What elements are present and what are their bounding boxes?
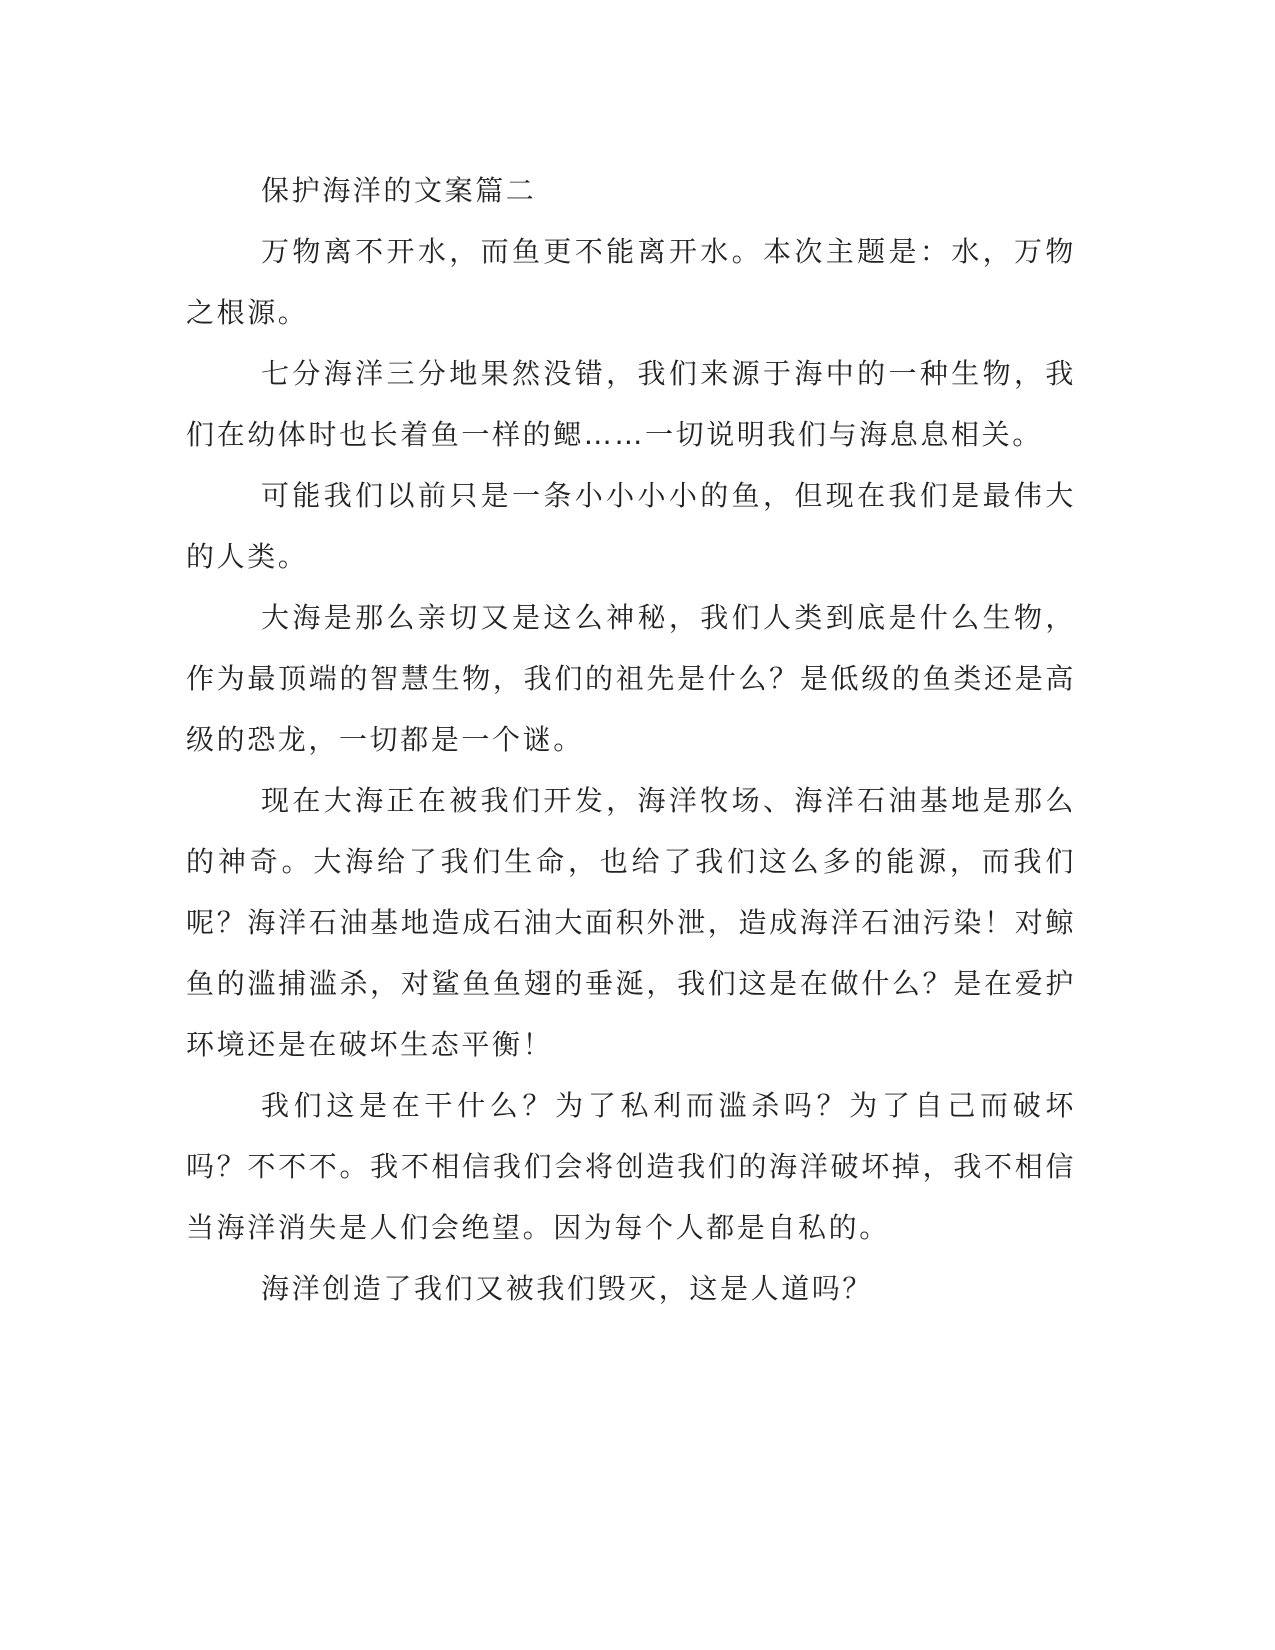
paragraph-5: 现在大海正在被我们开发，海洋牧场、海洋石油基地是那么的神奇。大海给了我们生命，也给了我们这么多的能源，而我们呢？海洋石油基地造成石油大面积外泄，造成海洋石油污染！对鲸鱼的滥捕滥杀，对鲨鱼鱼翅的垂涎，我们这是在做什么？是在爱护环境还是在破坏生态平衡！: [186, 784, 1076, 1061]
paragraph-2: 七分海洋三分地果然没错，我们来源于海中的一种生物，我们在幼体时也长着鱼一样的鳃……一切说明我们与海息息相关。: [186, 357, 1076, 451]
document-body: [186, 160, 1076, 1319]
paragraph-1: 万物离不开水，而鱼更不能离开水。本次主题是：水，万物之根源。: [186, 235, 1076, 329]
paragraph-7: 海洋创造了我们又被我们毁灭，这是人道吗？: [261, 1272, 874, 1305]
paragraph-4: 大海是那么亲切又是这么神秘，我们人类到底是什么生物，作为最顶端的智慧生物，我们的祖先是什么？是低级的鱼类还是高级的恐龙，一切都是一个谜。: [186, 601, 1076, 756]
document-title: 保护海洋的文案篇二: [261, 174, 537, 207]
paragraph-6: 我们这是在干什么？为了私利而滥杀吗？为了自己而破坏吗？不不不。我不相信我们会将创造我们的海洋破坏掉，我不相信当海洋消失是人们会绝望。因为每个人都是自私的。: [186, 1089, 1076, 1244]
paragraph-3: 可能我们以前只是一条小小小小的鱼，但现在我们是最伟大的人类。: [186, 479, 1076, 573]
